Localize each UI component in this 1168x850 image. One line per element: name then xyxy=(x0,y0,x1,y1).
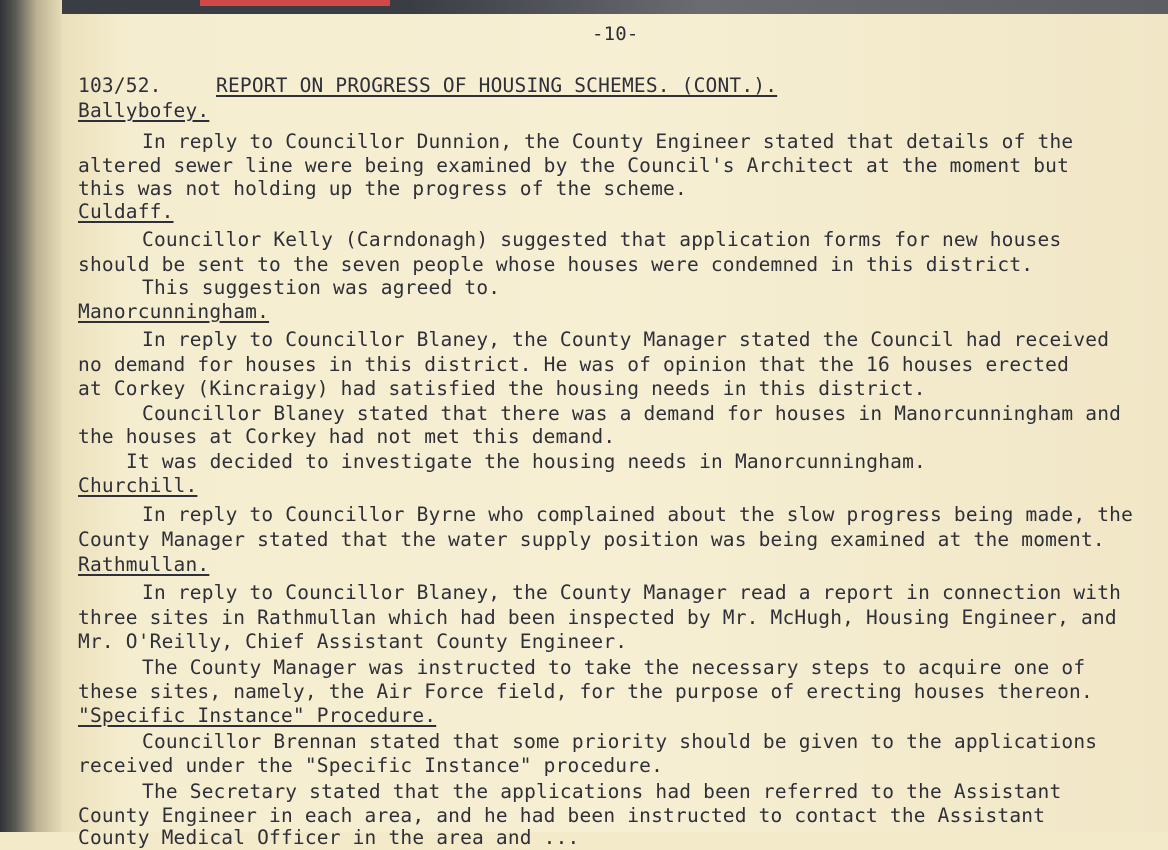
paragraph-line: should be sent to the seven people whose houses were condemned in this district. xyxy=(78,253,1034,276)
paragraph-line: The County Manager was instructed to take the necessary steps to acquire one of xyxy=(142,656,1086,679)
paragraph-line: the houses at Corkey had not met this demand. xyxy=(78,425,616,448)
paragraph-line: these sites, namely, the Air Force field, for the purpose of erecting houses thereon. xyxy=(78,680,1093,703)
paragraph-line: County Manager stated that the water supply position was being examined at the moment. xyxy=(78,528,1105,551)
book-binding-shadow xyxy=(0,0,62,832)
section-title-ballybofey: Ballybofey. xyxy=(78,99,210,122)
top-edge-band xyxy=(0,0,1168,14)
paragraph-line: altered sewer line were being examined by the Council's Architect at the moment but xyxy=(78,154,1070,177)
section-title-specific-instance: "Specific Instance" Procedure. xyxy=(78,704,437,727)
paragraph-line: County Medical Officer in the area and ... xyxy=(78,826,580,849)
paragraph-line: at Corkey (Kincraigy) had satisfied the housing needs in this district. xyxy=(78,377,926,400)
section-title-culdaff: Culdaff. xyxy=(78,200,174,223)
minute-ref: 103/52. xyxy=(78,74,162,97)
paragraph-line: The Secretary stated that the applications had been referred to the Assistant xyxy=(142,780,1062,803)
section-title-rathmullan: Rathmullan. xyxy=(78,553,210,576)
section-title-churchill: Churchill. xyxy=(78,474,198,497)
paragraph-line: received under the "Specific Instance" procedure. xyxy=(78,754,664,777)
paragraph-line: In reply to Councillor Dunnion, the County Engineer stated that details of the xyxy=(142,130,1074,153)
paragraph-line: Councillor Blaney stated that there was a demand for houses in Manorcunningham and xyxy=(142,402,1122,425)
page-number: -10- xyxy=(592,23,639,45)
paragraph-line: no demand for houses in this district. He was of opinion that the 16 houses erected xyxy=(78,353,1070,376)
paragraph-line: In reply to Councillor Blaney, the County Manager read a report in connection with xyxy=(142,581,1122,604)
paragraph-line: Councillor Kelly (Carndonagh) suggested that application forms for new houses xyxy=(142,228,1062,251)
paragraph-line: In reply to Councillor Byrne who complained about the slow progress being made, the xyxy=(142,503,1134,526)
paragraph-line: In reply to Councillor Blaney, the County Manager stated the Council had received xyxy=(142,328,1110,351)
document-page xyxy=(62,14,1168,849)
paragraph-line: Councillor Brennan stated that some priority should be given to the applications xyxy=(142,730,1098,753)
paragraph-line: this was not holding up the progress of the scheme. xyxy=(78,177,687,200)
paragraph-line: This suggestion was agreed to. xyxy=(142,276,501,299)
paragraph-line: three sites in Rathmullan which had been inspected by Mr. McHugh, Housing Engineer, and xyxy=(78,606,1117,629)
paragraph-line: It was decided to investigate the housing needs in Manorcunningham. xyxy=(126,450,926,473)
red-strip xyxy=(200,0,390,6)
page-heading: REPORT ON PROGRESS OF HOUSING SCHEMES. (CONT.). xyxy=(216,74,778,97)
paragraph-line: County Engineer in each area, and he had been instructed to contact the Assistant xyxy=(78,804,1046,827)
paragraph-line: Mr. O'Reilly, Chief Assistant County Engineer. xyxy=(78,630,628,653)
section-title-manorcunningham: Manorcunningham. xyxy=(78,300,270,323)
